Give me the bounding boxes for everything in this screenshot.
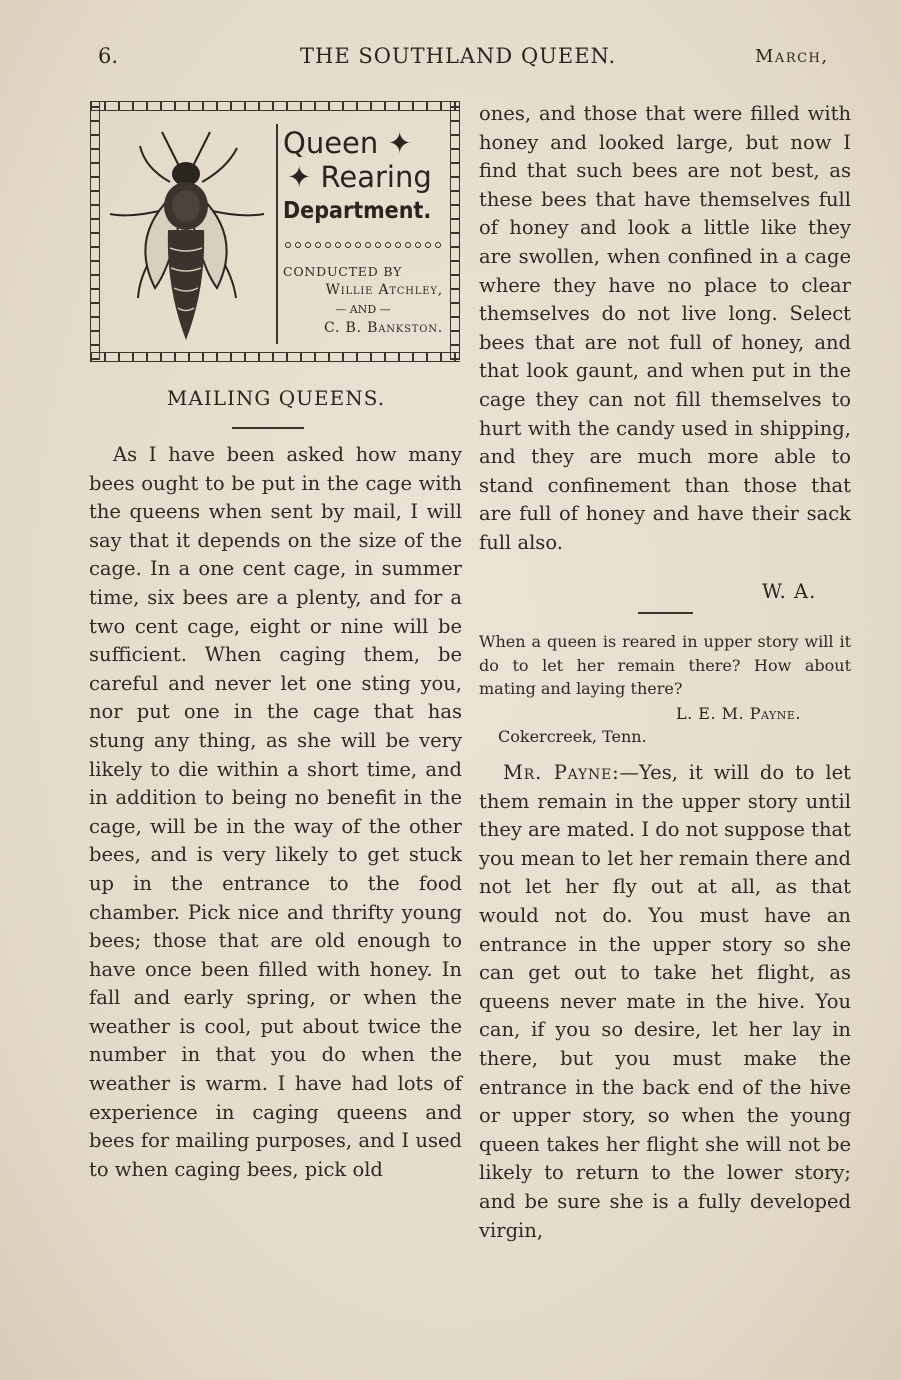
publication-title: THE SOUTHLAND QUEEN. (300, 44, 617, 68)
issue-month: March, (755, 46, 829, 67)
title-line-3: Department. (283, 198, 432, 224)
editor-1: Willie Atchley, (325, 282, 443, 298)
question-place: Cokercreek, Tenn. (498, 727, 647, 746)
chain-border-top (90, 101, 460, 111)
right-column (479, 100, 851, 558)
conducted-by-label: CONDUCTED BY (283, 264, 403, 279)
department-title (283, 126, 448, 228)
article-signature: W. A. (762, 580, 817, 603)
and-label: — AND — (335, 303, 391, 316)
answer-salutation: Mr. Payne: (503, 761, 620, 784)
answer-block (479, 759, 851, 1245)
queen-bee-illustration (100, 118, 272, 350)
section-rule (638, 612, 693, 614)
ornamental-rule (283, 241, 443, 249)
chain-border-left (90, 101, 100, 360)
editors-credit (283, 262, 443, 338)
article-heading: MAILING QUEENS. (166, 386, 386, 410)
question-text: When a queen is reared in upper story will it do to let her remain there? How about mating and laying there? (479, 632, 851, 698)
answer-text: —Yes, it will do to let them remain in the upper story until they are mated. I do not suppose that you mean to let her remain there and not let her fly out at all, as that would not do. You must have an entrance in the upper story so she can get out to take het flight, as queens never mate in the hive. You can, if you so desire, let her lay in there, but you must make the entrance in the back end of the hive or upper story, so when the young queen takes her flight she will not be likely to return to the lower story; and be sure she is a fully developed virgin, (479, 761, 851, 1242)
article-body-left: As I have been asked how many bees ought to be put in the cage with the queens when sent by mail, I will say that it depends on the size of the cage. In a one cent cage, in summer time, six bees are a plenty, and for a two cent cage, eight or nine will be sufficient. When caging them, be careful and never let one sting you, nor put one in the cage that has stung any thing, as she will be very likely to die within a short time, and in addition to being no benefit in the cage, will be in the way of the other bees, and is very likely to get stuck up in the entrance to the food chamber. Pick nice and thrifty young bees; those that are old enough to have once been filled with honey. In fall and early spring, or when the weather is cool, put about twice the number in that you do when the weather is warm. I have had lots of experience in caging queens and bees for mailing purposes, and I used to when caging bees, pick old (89, 443, 462, 1181)
editor-2: C. B. Bankston. (324, 320, 443, 336)
running-header (0, 44, 901, 74)
heading-rule (232, 427, 304, 429)
box-divider (276, 124, 278, 344)
page-number: 6. (98, 44, 119, 68)
chain-border-right (450, 101, 460, 360)
title-line-2: ✦ Rearing (287, 160, 432, 194)
left-column (89, 441, 462, 1184)
title-line-1: Queen ✦ (283, 126, 412, 160)
article-body-right: ones, and those that were filled with honey and looked large, but now I find that such bees are not best, as these bees that have themselves full of honey and look a little like they are swollen, when confined in a cage where they have no place to clear themselves do not live long. Select bees that are not full of honey, and that look gaunt, and when put in the cage they can not fill themselves to hurt with the candy used in shipping, and they are much more able to stand confinement than those that are full of honey and have their sack full also. (479, 102, 851, 554)
question-author: L. E. M. Payne. (676, 704, 801, 723)
chain-border-bottom (90, 352, 460, 362)
